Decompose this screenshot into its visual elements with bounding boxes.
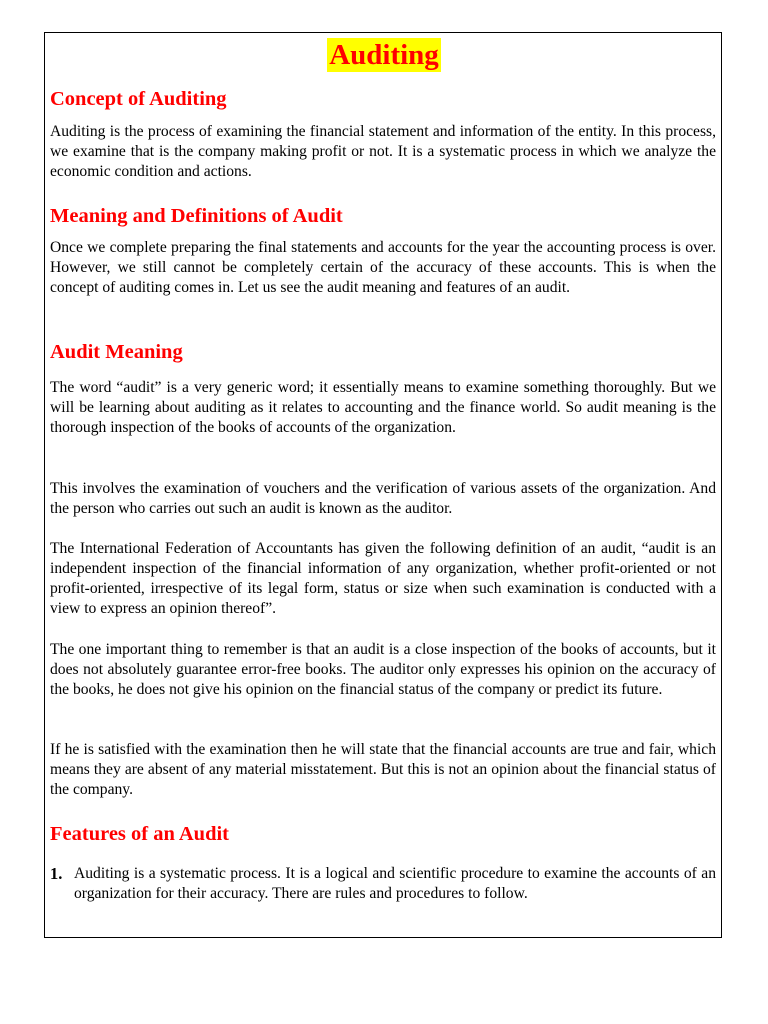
list-item — [50, 864, 716, 904]
heading-meaning-and-definitions: Meaning and Definitions of Audit — [50, 205, 343, 227]
list-item-text: Auditing is a systematic process. It is a logical and scientific procedure to examine the accounts of an organization for their accuracy. There are rules and procedures to follow. — [74, 865, 716, 902]
paragraph-audit-meaning-1: The word “audit” is a very generic word; it essentially means to examine something thoroughly. But we will be learning about auditing as it relates to accounting and the finance world. So audit meaning is the thorough inspection of the books of accounts of the organization. — [50, 379, 716, 436]
title-container — [0, 38, 768, 72]
list-item-number: 1. — [50, 864, 63, 883]
paragraph-audit-meaning-2: This involves the examination of vouchers and the verification of various assets of the organization. And the person who carries out such an audit is known as the auditor. — [50, 480, 716, 517]
page-title: Auditing — [329, 39, 439, 71]
paragraph-audit-meaning-3: The International Federation of Accountants has given the following definition of an audit, “audit is an independent inspection of the financial information of any organization, whether profit-oriented or not profit-oriented, irrespective of its legal form, status or size when such examination is conducted with a view to express an opinion thereof”. — [50, 540, 716, 617]
paragraph-meaning-definitions: Once we complete preparing the final statements and accounts for the year the accounting process is over. However, we still cannot be completely certain of the accuracy of these accounts. This is when the concept of auditing comes in. Let us see the audit meaning and features of an audit. — [50, 239, 716, 296]
heading-audit-meaning: Audit Meaning — [50, 341, 183, 363]
paragraph-audit-meaning-4: The one important thing to remember is that an audit is a close inspection of the books of accounts, but it does not absolutely guarantee error-free books. The auditor only expresses his opinion on the accuracy of the books, he does not give his opinion on the financial status of the company or predict its future. — [50, 641, 716, 698]
heading-features-of-an-audit: Features of an Audit — [50, 823, 230, 845]
heading-concept-of-auditing: Concept of Auditing — [50, 88, 227, 110]
paragraph-concept: Auditing is the process of examining the financial statement and information of the entity. In this process, we examine that is the company making profit or not. It is a systematic process in which we analyze the economic condition and actions. — [50, 123, 716, 180]
paragraph-audit-meaning-5: If he is satisfied with the examination then he will state that the financial accounts are true and fair, which means they are absent of any material misstatement. But this is not an opinion about the financial status of the company. — [50, 741, 716, 798]
